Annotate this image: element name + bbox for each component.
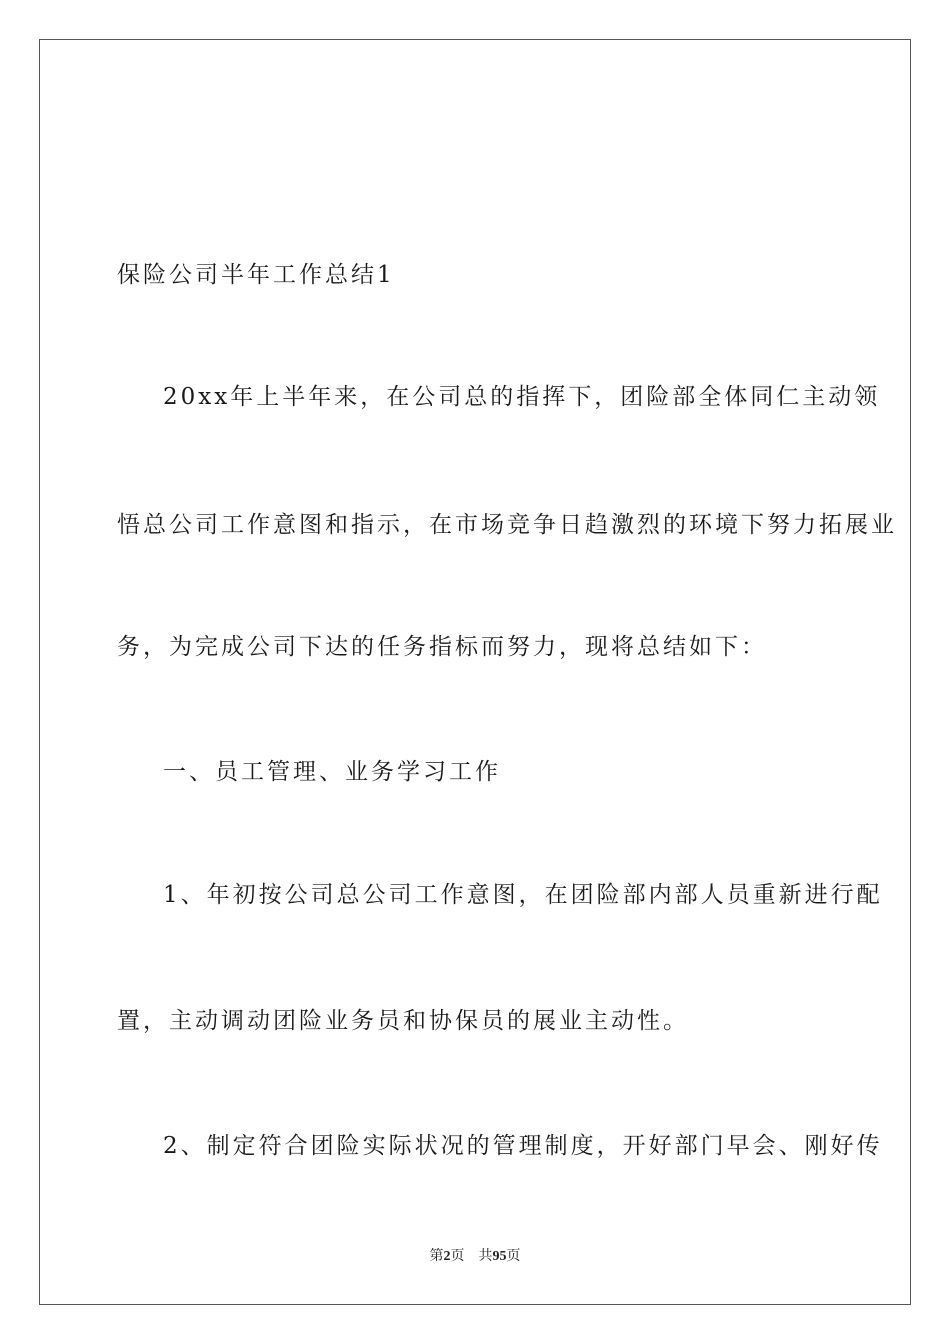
section-heading: 一、员工管理、业务学习工作 bbox=[163, 759, 501, 785]
paragraph-line: 2、制定符合团险实际状况的管理制度，开好部门早会、刚好传 bbox=[163, 1133, 883, 1159]
footer-page-total: 95 bbox=[492, 1249, 507, 1264]
footer-total-prefix: 共 bbox=[478, 1249, 493, 1264]
paragraph-line: 务，为完成公司下达的任务指标而努力，现将总结如下： bbox=[117, 634, 767, 660]
footer-page-suffix: 页 bbox=[450, 1249, 465, 1264]
page-footer bbox=[0, 1248, 950, 1266]
footer-page-prefix: 第 bbox=[429, 1249, 444, 1264]
paragraph-line: 置，主动调动团险业务员和协保员的展业主动性。 bbox=[117, 1008, 689, 1034]
footer-page-current: 2 bbox=[443, 1249, 451, 1264]
footer-total-suffix: 页 bbox=[506, 1249, 521, 1264]
paragraph-line: 20xx年上半年来，在公司总的指挥下，团险部全体同仁主动领 bbox=[163, 384, 881, 410]
page-border bbox=[39, 39, 911, 1305]
paragraph-line: 悟总公司工作意图和指示，在市场竞争日趋激烈的环境下努力拓展业 bbox=[117, 512, 897, 538]
document-title: 保险公司半年工作总结1 bbox=[117, 262, 395, 288]
paragraph-line: 1、年初按公司总公司工作意图，在团险部内部人员重新进行配 bbox=[163, 882, 883, 908]
